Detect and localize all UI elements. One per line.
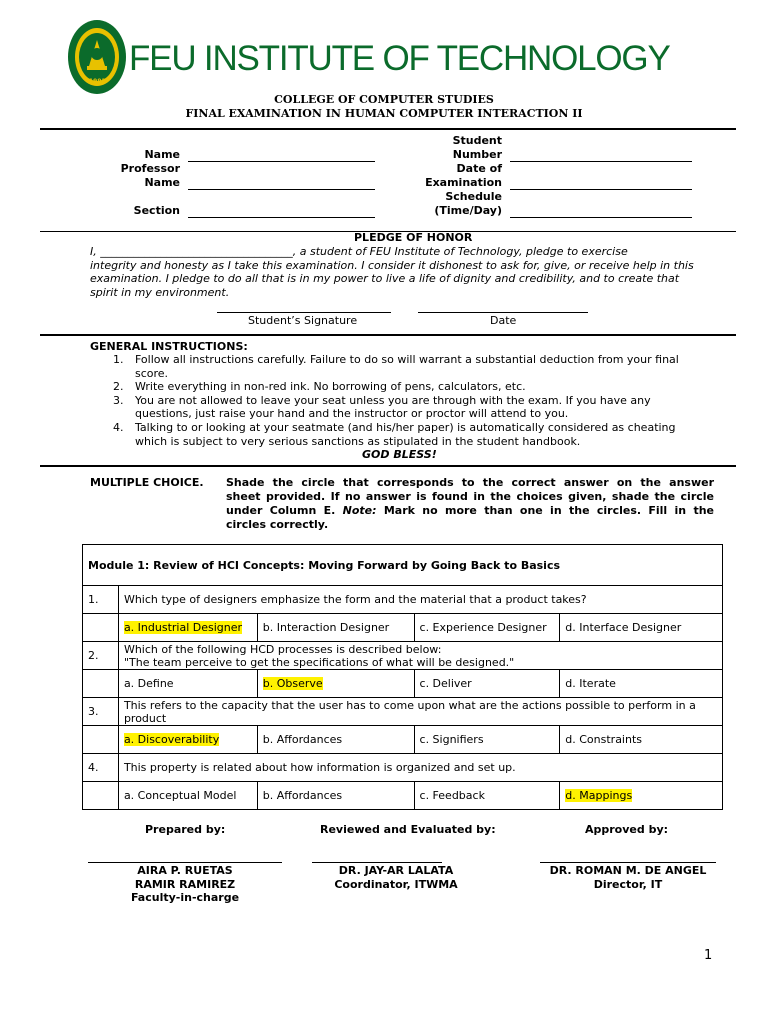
pledge-line-4: spirit in my environment. bbox=[90, 286, 230, 299]
professor-name-field[interactable] bbox=[188, 189, 375, 190]
choice-b[interactable]: b. Observe bbox=[257, 670, 414, 698]
choice-a[interactable]: a. Discoverability bbox=[118, 726, 257, 754]
question-number: 4. bbox=[83, 754, 119, 782]
name-label: Name bbox=[144, 148, 180, 161]
exam-title: FINAL EXAMINATION IN HUMAN COMPUTER INTERACTION II bbox=[185, 107, 583, 120]
question-row bbox=[83, 586, 723, 614]
feu-tech-seal-logo bbox=[67, 18, 127, 96]
pledge-divider bbox=[40, 334, 736, 336]
god-bless: GOD BLESS! bbox=[362, 448, 437, 461]
prepared-signature-line bbox=[88, 862, 282, 863]
mc-label: MULTIPLE CHOICE. bbox=[90, 476, 204, 489]
question-text: Which type of designers emphasize the form and the material that a product takes? bbox=[118, 586, 722, 614]
choice-c[interactable]: c. Experience Designer bbox=[414, 614, 560, 642]
instructions-title: GENERAL INSTRUCTIONS: bbox=[90, 340, 248, 353]
approved-signature-line bbox=[540, 862, 716, 863]
choice-b[interactable]: b. Interaction Designer bbox=[257, 614, 414, 642]
choice-d[interactable]: d. Iterate bbox=[560, 670, 723, 698]
choice-c[interactable]: c. Deliver bbox=[414, 670, 560, 698]
college-name: COLLEGE OF COMPUTER STUDIES bbox=[274, 93, 494, 106]
question-text: Which of the following HCD processes is described below: "The team perceive to get the specifications of what will be designed." bbox=[118, 642, 722, 670]
question-number: 1. bbox=[83, 586, 119, 614]
choice-a[interactable]: a. Define bbox=[118, 670, 257, 698]
choice-c[interactable]: c. Feedback bbox=[414, 782, 560, 810]
instructions-divider bbox=[40, 465, 736, 467]
instruction-item: 2. Write everything in non-red ink. No borrowing of pens, calculators, etc. bbox=[113, 380, 526, 394]
logo-year: 1992 bbox=[89, 78, 106, 85]
choices-row bbox=[83, 670, 723, 698]
professor-label: Professor bbox=[120, 162, 180, 175]
student-number-label: Student bbox=[452, 134, 502, 147]
question-text: This refers to the capacity that the user has to come upon what are the actions possible to perform in a product bbox=[118, 698, 722, 726]
pledge-line-2: integrity and honesty as I take this examination. I consider it dishonest to ask for, give, or receive help in this bbox=[90, 259, 694, 272]
section-label: Section bbox=[133, 204, 180, 217]
choices-row bbox=[83, 782, 723, 810]
pledge-line-1: I, ___________________________________, a student of FEU Institute of Technology, pledge to exercise bbox=[90, 245, 628, 258]
signature-label: Student’s Signature bbox=[248, 314, 358, 327]
choices-row bbox=[83, 726, 723, 754]
module-title: Module 1: Review of HCI Concepts: Moving Forward by Going Back to Basics bbox=[83, 545, 723, 586]
date-exam-field[interactable] bbox=[510, 189, 692, 190]
question-row bbox=[83, 642, 723, 670]
choice-d[interactable]: d. Mappings bbox=[560, 782, 723, 810]
choice-d[interactable]: d. Constraints bbox=[560, 726, 723, 754]
choice-a[interactable]: a. Conceptual Model bbox=[118, 782, 257, 810]
signature-line[interactable] bbox=[217, 312, 391, 313]
instruction-item: 1. Follow all instructions carefully. Failure to do so will warrant a substantial deduction from your final score. bbox=[113, 353, 679, 380]
schedule-field[interactable] bbox=[510, 217, 692, 218]
date-label: Date bbox=[490, 314, 517, 327]
choice-c[interactable]: c. Signifiers bbox=[414, 726, 560, 754]
name-field[interactable] bbox=[188, 161, 375, 162]
choice-d[interactable]: d. Interface Designer bbox=[560, 614, 723, 642]
reviewed-by-label: Reviewed and Evaluated by: bbox=[320, 823, 496, 836]
pledge-line-3: examination. I pledge to do all that is in my power to live a life of dignity and credibility, and to create that bbox=[90, 272, 680, 285]
reviewed-signature-line bbox=[312, 862, 442, 863]
schedule-label-2: (Time/Day) bbox=[434, 204, 502, 217]
choices-row bbox=[83, 614, 723, 642]
date-exam-label: Date of bbox=[456, 162, 502, 175]
professor-label-2: Name bbox=[144, 176, 180, 189]
student-number-label-2: Number bbox=[452, 148, 502, 161]
approved-by-names: DR. ROMAN M. DE ANGEL Director, IT bbox=[549, 864, 707, 891]
institution-name: FEU INSTITUTE OF TECHNOLOGY bbox=[129, 39, 670, 78]
prepared-by-names: AIRA P. RUETAS RAMIR RAMIREZ Faculty-in-charge bbox=[130, 864, 240, 904]
choice-b[interactable]: b. Affordances bbox=[257, 782, 414, 810]
choice-a[interactable]: a. Industrial Designer bbox=[118, 614, 257, 642]
schedule-label: Schedule bbox=[445, 190, 502, 203]
prepared-by-label: Prepared by: bbox=[145, 823, 226, 836]
question-text: This property is related about how information is organized and set up. bbox=[118, 754, 722, 782]
date-exam-label-2: Examination bbox=[425, 176, 502, 189]
mc-directions: Shade the circle that corresponds to the correct answer on the answer sheet provided. If no answer is found in the choices given, shade the circle under Column E. Note: Mark no more than one in the circles. Fill in the circles correctly. bbox=[226, 476, 714, 531]
page-number: 1 bbox=[704, 948, 713, 963]
student-number-field[interactable] bbox=[510, 161, 692, 162]
section-field[interactable] bbox=[188, 217, 375, 218]
pledge-title: PLEDGE OF HONOR bbox=[354, 231, 473, 244]
instruction-item: 4. Talking to or looking at your seatmate (and his/her paper) is automatically considered as cheating which is subject to very serious sanctions as stipulated in the student handbook. bbox=[113, 420, 676, 448]
reviewed-by-names: DR. JAY-AR LALATA Coordinator, ITWMA bbox=[334, 864, 458, 891]
date-line[interactable] bbox=[418, 312, 588, 313]
instructions-list bbox=[113, 353, 713, 448]
question-number: 2. bbox=[83, 642, 119, 670]
module-table bbox=[82, 544, 723, 810]
choice-b[interactable]: b. Affordances bbox=[257, 726, 414, 754]
approved-by-label: Approved by: bbox=[585, 823, 669, 836]
question-row bbox=[83, 754, 723, 782]
question-number: 3. bbox=[83, 698, 119, 726]
instruction-item: 3. You are not allowed to leave your seat unless you are through with the exam. If you have any questions, just raise your hand and the instructor or proctor will attend to you. bbox=[113, 393, 651, 421]
question-row bbox=[83, 698, 723, 726]
header-divider bbox=[40, 128, 736, 130]
